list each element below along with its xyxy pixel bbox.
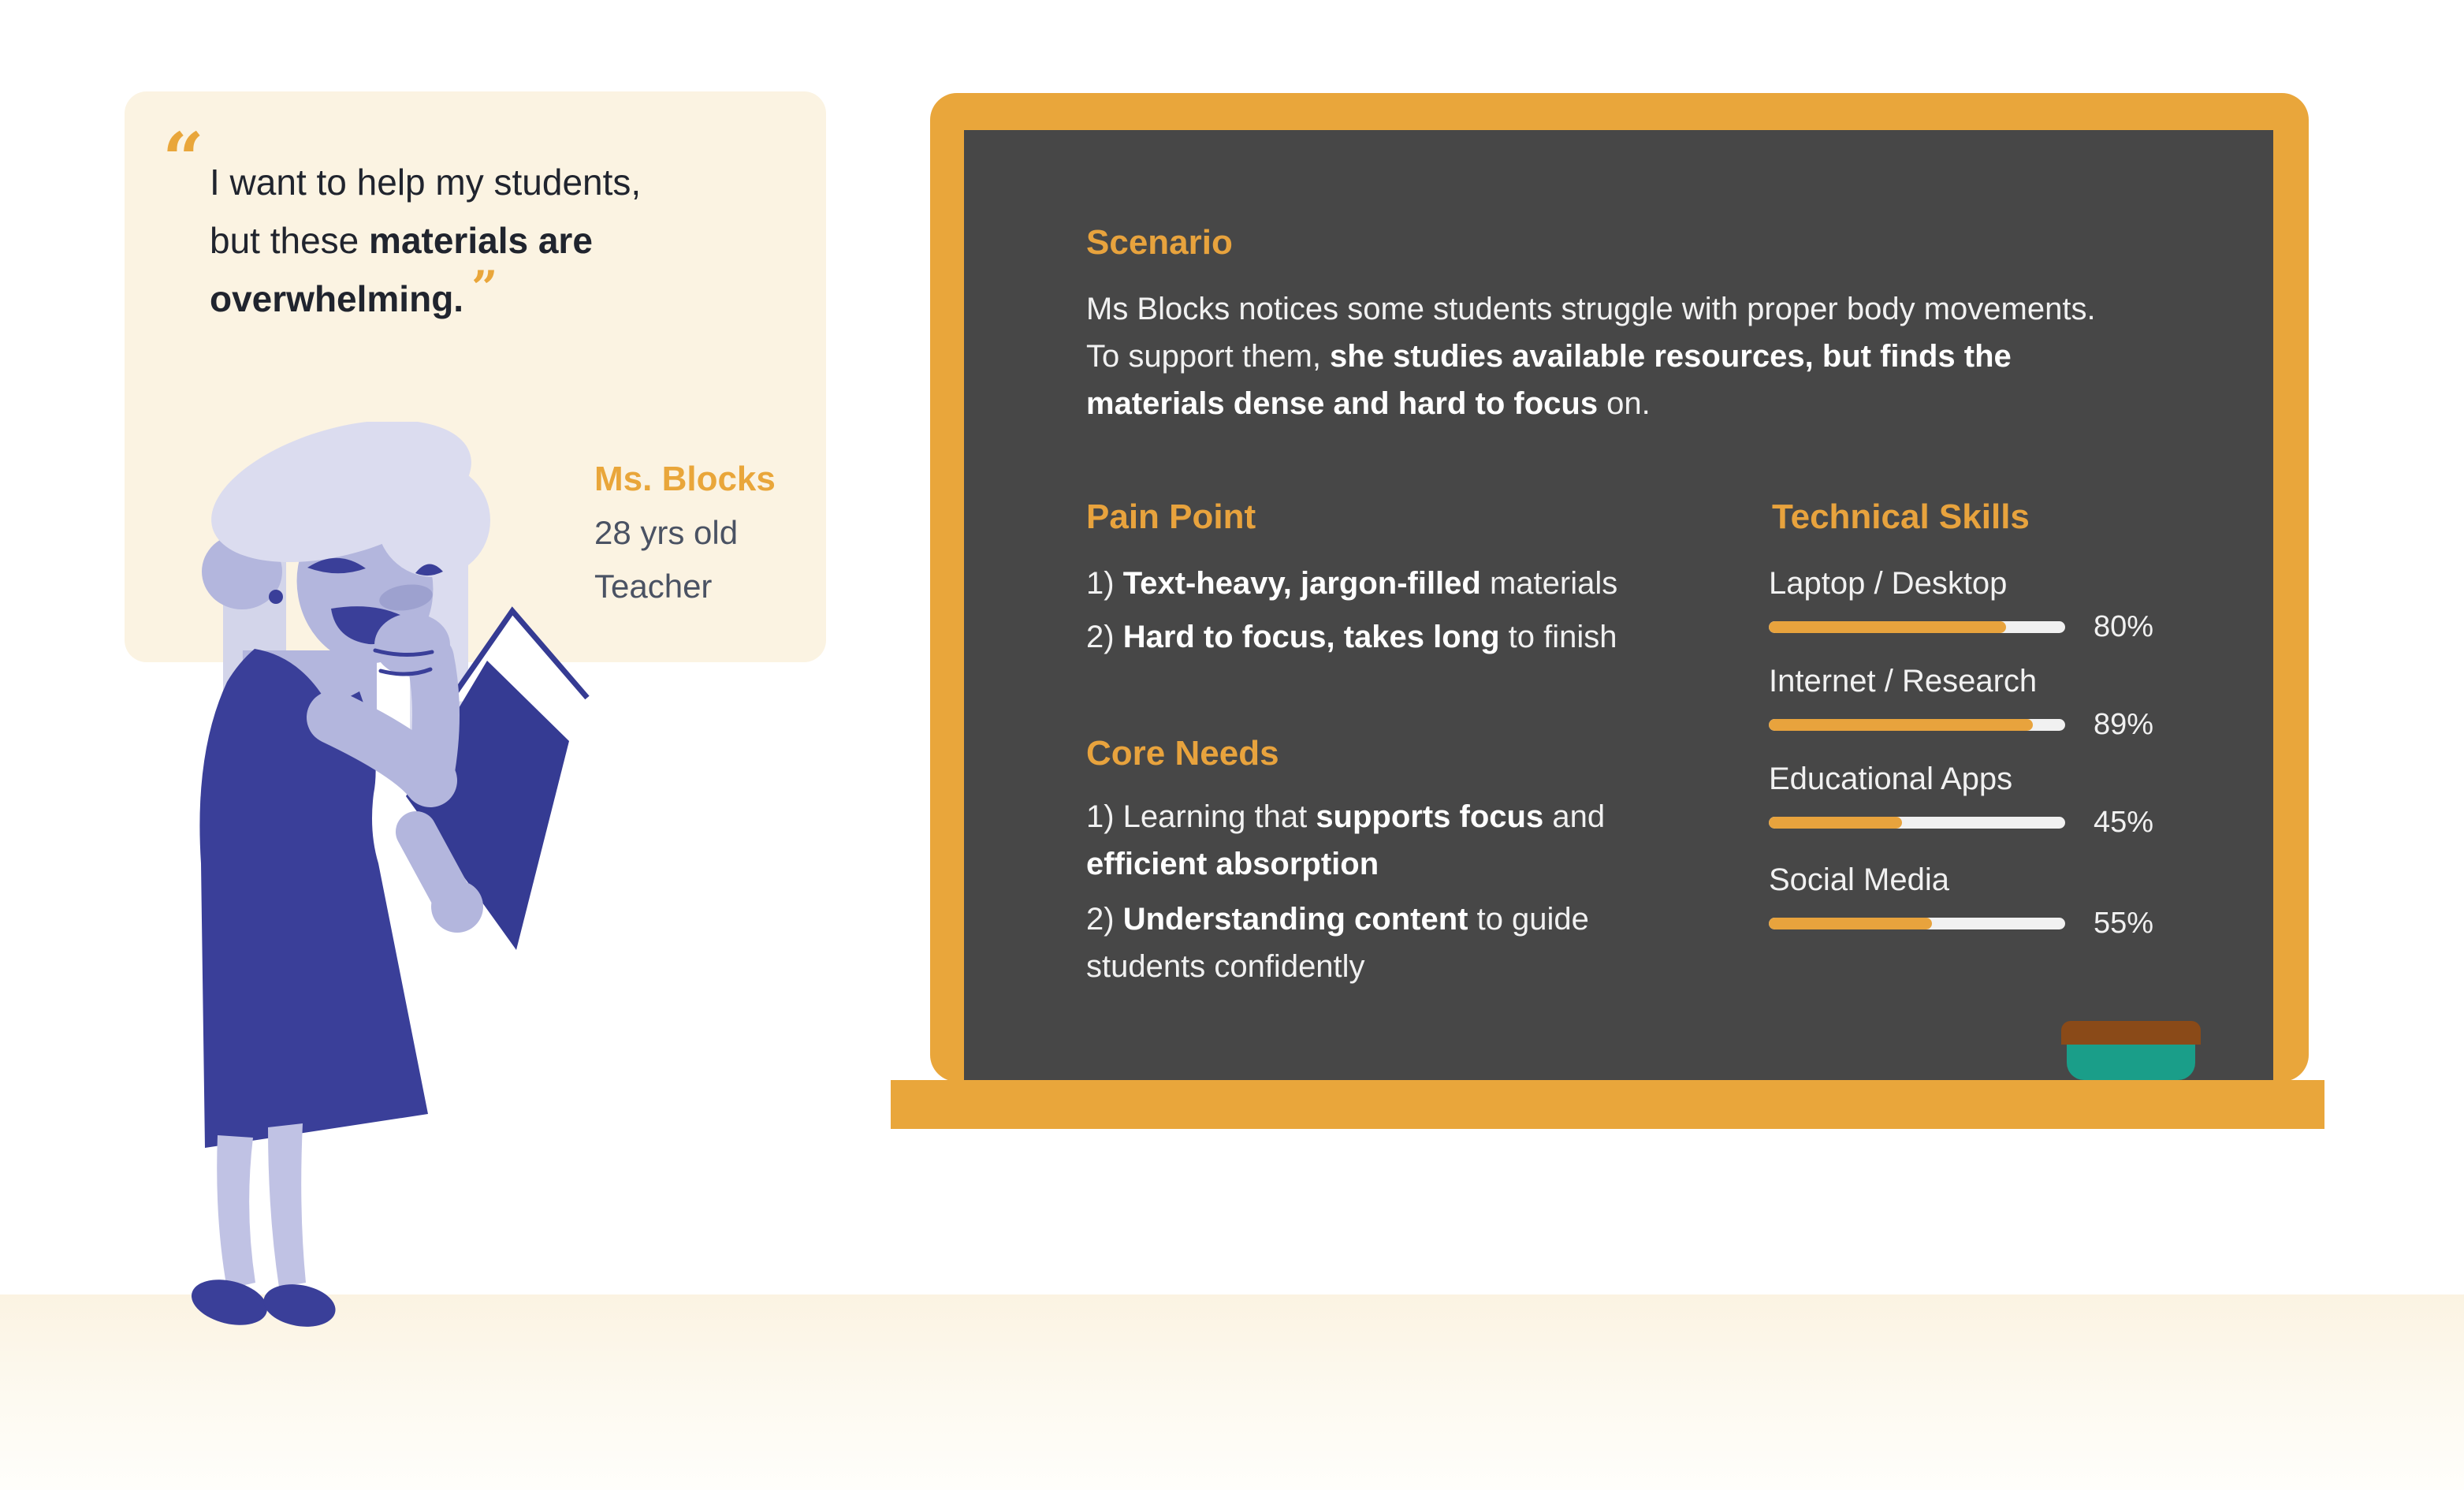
scenario-line <box>1086 285 2096 333</box>
text-segment: but these <box>210 220 370 261</box>
text-segment: 1) Learning that <box>1086 799 1316 834</box>
quote-line <box>210 153 698 211</box>
core-needs-line <box>1086 793 1605 840</box>
persona-name: Ms. Blocks <box>594 460 776 498</box>
core-needs-line <box>1086 840 1605 888</box>
hand-at-chin <box>374 613 450 676</box>
text-segment: to finish <box>1499 620 1617 654</box>
quote-line <box>210 261 698 328</box>
hand-on-book <box>431 881 483 933</box>
chalkboard-surface <box>964 130 2273 1082</box>
hair-top-right <box>377 464 490 577</box>
core-needs-line <box>1086 896 1589 943</box>
technical-skills-title: Technical Skills <box>1772 497 2030 536</box>
text-segment: materials are <box>369 220 593 261</box>
eraser-handle <box>2061 1021 2201 1045</box>
skill-label: Educational Apps <box>1769 762 2013 796</box>
core-needs-title: Core Needs <box>1086 734 1279 773</box>
core-needs-item <box>1086 896 1589 990</box>
eraser-pad <box>2067 1045 2195 1080</box>
scenario-line <box>1086 333 2096 380</box>
persona-quote <box>210 153 698 328</box>
skill-label: Social Media <box>1769 862 1950 897</box>
earring <box>269 590 283 604</box>
core-needs-line <box>1086 943 1589 990</box>
text-segment: Understanding content <box>1122 902 1468 937</box>
chalk-tray <box>891 1080 2324 1129</box>
text-segment: and <box>1543 799 1606 834</box>
left-shoe <box>187 1272 272 1328</box>
text-segment: materials <box>1480 566 1618 601</box>
skill-bar <box>1769 918 2065 929</box>
open-quote-icon: “ <box>162 117 204 202</box>
skill-bar <box>1769 719 2065 731</box>
text-segment: 1) <box>1086 566 1123 601</box>
skill-label: Laptop / Desktop <box>1769 566 2008 601</box>
skill-bar-fill <box>1769 621 2006 633</box>
text-segment: students confidently <box>1086 949 1365 984</box>
text-segment: materials dense and hard to focus <box>1086 386 1599 421</box>
skill-bar <box>1769 621 2065 633</box>
skill-bar-fill <box>1769 918 1932 929</box>
skill-percent: 80% <box>2094 610 2154 643</box>
scenario-title: Scenario <box>1086 223 1233 262</box>
quote-line <box>210 211 698 270</box>
scenario-line <box>1086 380 2096 427</box>
text-segment: efficient absorption <box>1086 847 1379 881</box>
text-segment: Hard to focus, takes long <box>1122 620 1500 654</box>
skill-percent: 55% <box>2094 907 2154 940</box>
text-segment: Ms Blocks notices some students struggle with proper body movements. <box>1086 292 2096 326</box>
chalkboard-frame <box>930 93 2309 1082</box>
arm <box>430 658 436 775</box>
teacher-illustration <box>180 422 605 1328</box>
skill-percent: 89% <box>2094 708 2154 741</box>
text-segment: To support them, <box>1086 339 1331 374</box>
text-segment: I want to help my students, <box>210 162 642 203</box>
persona-info <box>594 453 776 613</box>
close-quote-icon: ” <box>471 261 498 315</box>
book-pages <box>449 611 587 702</box>
pain-point-list <box>1086 557 1617 664</box>
persona-role: Teacher <box>594 568 713 605</box>
text-segment: she studies available resources, but finds the <box>1330 339 2012 374</box>
left-leg <box>217 1135 255 1289</box>
skill-bar-fill <box>1769 817 1902 829</box>
text-segment: Text-heavy, jargon-filled <box>1122 566 1481 601</box>
persona-age: 28 yrs old <box>594 514 739 551</box>
text-segment: 2) <box>1086 620 1123 654</box>
text-segment: to guide <box>1468 902 1589 937</box>
pain-point-title: Pain Point <box>1086 497 1256 536</box>
skill-bar-fill <box>1769 719 2033 731</box>
text-segment: 2) <box>1086 902 1123 937</box>
text-segment: on. <box>1598 386 1651 421</box>
pain-point-item <box>1086 610 1617 664</box>
right-leg <box>268 1123 306 1287</box>
skill-bar <box>1769 817 2065 829</box>
skill-percent: 45% <box>2094 806 2154 839</box>
core-needs-item <box>1086 793 1605 888</box>
scenario-text <box>1086 285 2096 427</box>
right-shoe <box>260 1279 339 1328</box>
text-segment: overwhelming. <box>210 278 464 319</box>
skill-label: Internet / Research <box>1769 664 2038 698</box>
text-segment: supports focus <box>1316 799 1544 834</box>
pain-point-item <box>1086 557 1617 610</box>
